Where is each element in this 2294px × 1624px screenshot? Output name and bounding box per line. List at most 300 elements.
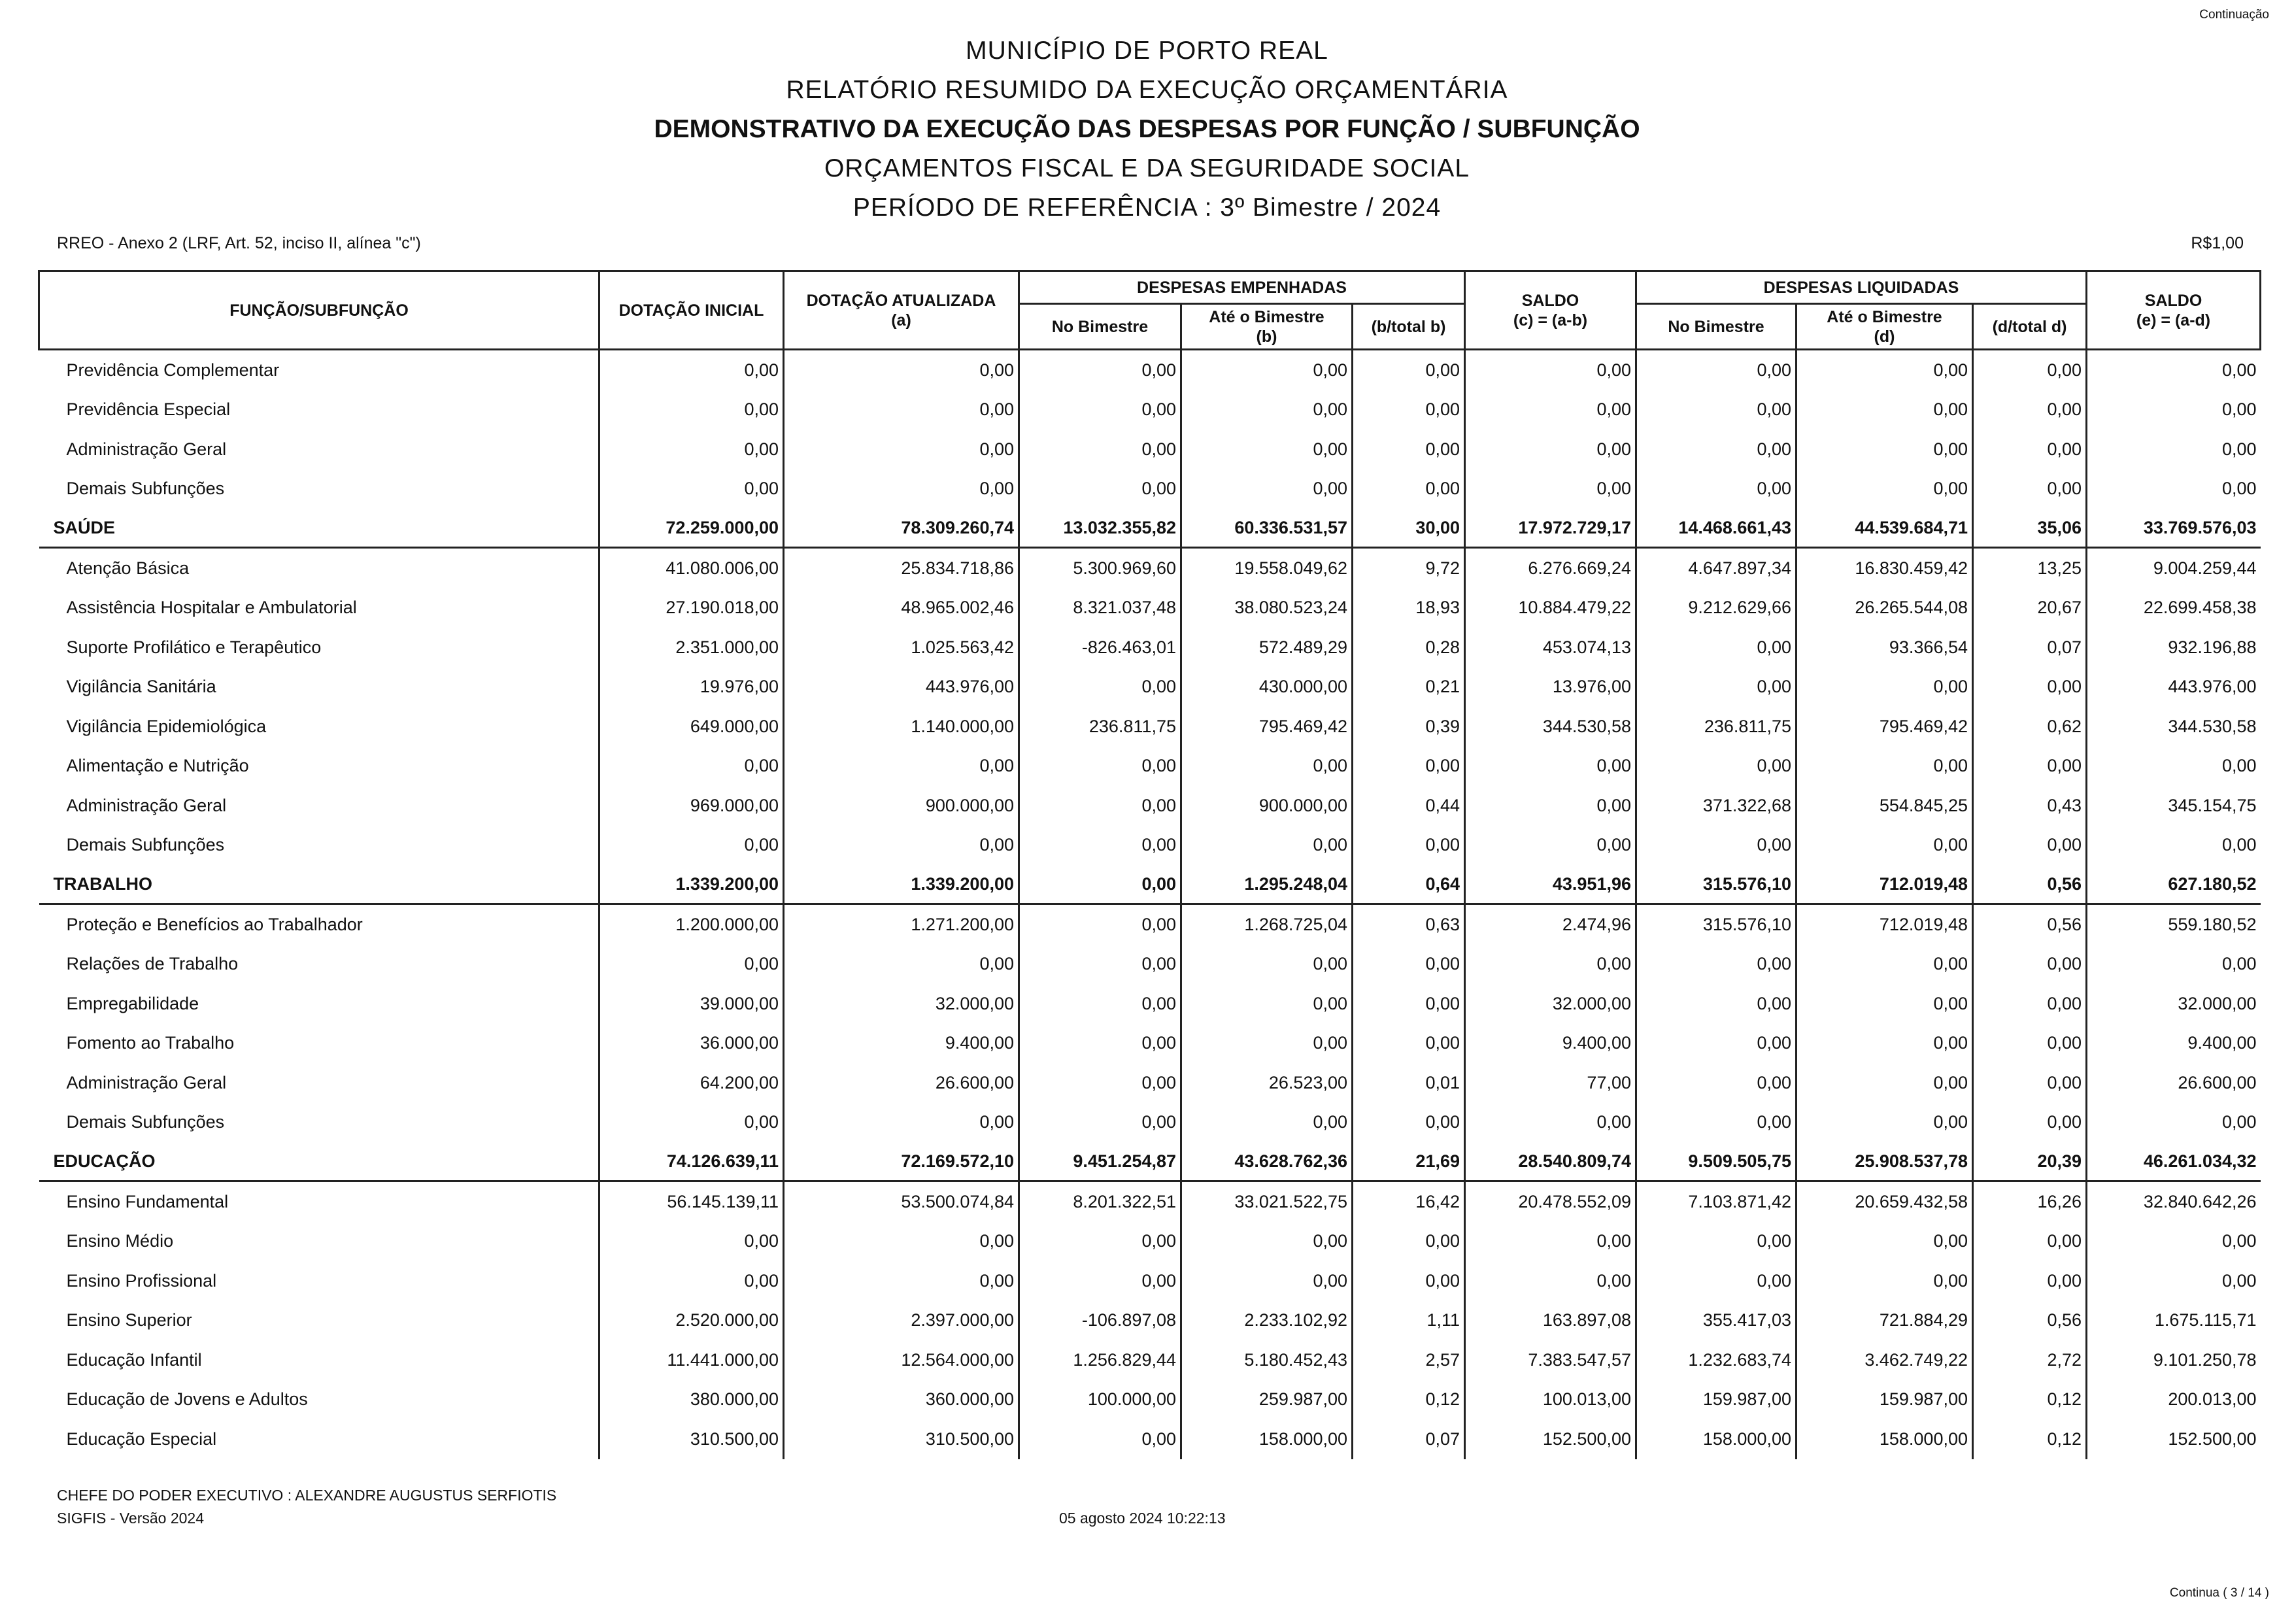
subfunction-row (39, 350, 2261, 390)
value-cell: 0,00 (1019, 945, 1181, 985)
value-cell: 627.180,52 (2087, 865, 2261, 904)
value-cell: 16,26 (1973, 1181, 2087, 1222)
value-cell: 932.196,88 (2087, 628, 2261, 668)
row-label: Ensino Fundamental (66, 1191, 229, 1211)
subfunction-row (39, 548, 2261, 588)
value-cell: 0,00 (784, 1103, 1019, 1143)
value-cell: 0,00 (2087, 945, 2261, 985)
value-cell: 0,00 (1796, 1261, 1973, 1301)
value-cell: 9,72 (1353, 548, 1465, 588)
value-cell: 380.000,00 (599, 1380, 784, 1420)
value-cell: 0,00 (1353, 984, 1465, 1024)
value-cell: 2.474,96 (1465, 904, 1636, 945)
report-title: RELATÓRIO RESUMIDO DA EXECUÇÃO ORÇAMENTÁRIA (786, 76, 1508, 104)
value-cell: 0,00 (599, 747, 784, 787)
row-label: Alimentação e Nutrição (66, 756, 249, 776)
value-cell: 795.469,42 (1796, 707, 1973, 747)
value-cell: 430.000,00 (1181, 668, 1353, 707)
value-cell: 0,00 (1636, 1024, 1796, 1064)
value-cell: 721.884,29 (1796, 1301, 1973, 1341)
value-cell: 0,00 (1019, 747, 1181, 787)
col-saldo-e-label: SALDO (2144, 291, 2202, 310)
value-cell: 72.259.000,00 (599, 509, 784, 548)
value-cell: 60.336.531,57 (1181, 509, 1353, 548)
col-liq-ate-bimestre (1796, 304, 1973, 350)
value-cell: 0,00 (1019, 984, 1181, 1024)
value-cell: 1.675.115,71 (2087, 1301, 2261, 1341)
value-cell: 0,00 (1973, 390, 2087, 430)
value-cell: 0,00 (1353, 1261, 1465, 1301)
col-funcao: FUNÇÃO/SUBFUNÇÃO (39, 271, 599, 350)
value-cell: 0,00 (599, 1222, 784, 1262)
value-cell: 16.830.459,42 (1796, 548, 1973, 588)
value-cell: 158.000,00 (1181, 1419, 1353, 1459)
value-cell: 0,00 (1636, 350, 1796, 390)
value-cell: 453.074,13 (1465, 628, 1636, 668)
value-cell: 0,00 (784, 469, 1019, 509)
value-cell: 0,00 (1636, 945, 1796, 985)
value-cell: 0,00 (2087, 390, 2261, 430)
value-cell: 0,12 (1973, 1419, 2087, 1459)
col-saldo-e-sub: (e) = (a-d) (2136, 311, 2211, 330)
value-cell: 0,00 (1181, 1103, 1353, 1143)
annex-reference: RREO - Anexo 2 (LRF, Art. 52, inciso II, alínea "c") (57, 234, 421, 252)
value-cell: 64.200,00 (599, 1063, 784, 1103)
value-cell: 0,00 (1973, 826, 2087, 866)
value-cell: 344.530,58 (2087, 707, 2261, 747)
value-cell: 0,00 (1019, 1261, 1181, 1301)
row-label: Assistência Hospitalar e Ambulatorial (66, 598, 357, 618)
row-label: Previdência Complementar (66, 360, 280, 380)
value-cell: 0,00 (1796, 1103, 1973, 1143)
value-cell: 32.000,00 (784, 984, 1019, 1024)
value-cell: 0,00 (599, 1103, 784, 1143)
value-cell: 25.908.537,78 (1796, 1142, 1973, 1181)
value-cell: 26.265.544,08 (1796, 588, 1973, 628)
value-cell: 11.441.000,00 (599, 1340, 784, 1380)
value-cell: 20.478.552,09 (1465, 1181, 1636, 1222)
value-cell: 53.500.074,84 (784, 1181, 1019, 1222)
subfunction-row (39, 826, 2261, 866)
col-dotacao-atualizada-sub: (a) (891, 311, 911, 330)
subfunction-row (39, 430, 2261, 469)
budget-title: ORÇAMENTOS FISCAL E DA SEGURIDADE SOCIAL (824, 154, 1470, 182)
value-cell: 259.987,00 (1181, 1380, 1353, 1420)
value-cell: 0,00 (2087, 430, 2261, 469)
value-cell: 200.013,00 (2087, 1380, 2261, 1420)
value-cell: 0,00 (2087, 1103, 2261, 1143)
value-cell: 72.169.572,10 (784, 1142, 1019, 1181)
value-cell: 344.530,58 (1465, 707, 1636, 747)
value-cell: 0,00 (1019, 904, 1181, 945)
value-cell: 0,00 (2087, 1222, 2261, 1262)
value-cell: 46.261.034,32 (2087, 1142, 2261, 1181)
value-cell: 371.322,68 (1636, 786, 1796, 826)
row-label: Previdência Especial (66, 399, 231, 420)
value-cell: 32.000,00 (2087, 984, 2261, 1024)
value-cell: 0,00 (1019, 350, 1181, 390)
value-cell: 0,00 (599, 469, 784, 509)
value-cell: 0,12 (1353, 1380, 1465, 1420)
value-cell: 0,00 (1181, 747, 1353, 787)
value-cell: 0,00 (1181, 350, 1353, 390)
value-cell: 10.884.479,22 (1465, 588, 1636, 628)
value-cell: 0,43 (1973, 786, 2087, 826)
function-row (39, 1142, 2261, 1181)
value-cell: 7.383.547,57 (1465, 1340, 1636, 1380)
value-cell: 1.339.200,00 (599, 865, 784, 904)
value-cell: 21,69 (1353, 1142, 1465, 1181)
value-cell: 19.558.049,62 (1181, 548, 1353, 588)
value-cell: 7.103.871,42 (1636, 1181, 1796, 1222)
value-cell: 3.462.749,22 (1796, 1340, 1973, 1380)
expenses-table (38, 270, 2261, 1459)
col-saldo-c-label: SALDO (1521, 291, 1579, 310)
value-cell: 20,39 (1973, 1142, 2087, 1181)
row-label: Atenção Básica (66, 558, 190, 578)
value-cell: 0,12 (1973, 1380, 2087, 1420)
value-cell: 0,00 (784, 350, 1019, 390)
col-liq-no-bimestre: No Bimestre (1636, 304, 1796, 350)
value-cell: 158.000,00 (1636, 1419, 1796, 1459)
value-cell: 44.539.684,71 (1796, 509, 1973, 548)
value-cell: 0,00 (1353, 1222, 1465, 1262)
value-cell: 152.500,00 (1465, 1419, 1636, 1459)
value-cell: 0,00 (784, 390, 1019, 430)
value-cell: 163.897,08 (1465, 1301, 1636, 1341)
value-cell: 0,07 (1353, 1419, 1465, 1459)
value-cell: 6.276.669,24 (1465, 548, 1636, 588)
subfunction-row (39, 1063, 2261, 1103)
subfunction-row (39, 588, 2261, 628)
value-cell: 1.140.000,00 (784, 707, 1019, 747)
row-label: Ensino Médio (66, 1231, 174, 1251)
value-cell: 0,00 (1636, 1103, 1796, 1143)
row-label: Suporte Profilático e Terapêutico (66, 637, 322, 657)
subfunction-row (39, 1261, 2261, 1301)
value-cell: 712.019,48 (1796, 865, 1973, 904)
continuation-label: Continuação (2199, 8, 2269, 22)
value-cell: 12.564.000,00 (784, 1340, 1019, 1380)
value-cell: 0,00 (1353, 350, 1465, 390)
value-cell: 0,00 (2087, 747, 2261, 787)
subfunction-row (39, 1181, 2261, 1222)
subfunction-row (39, 1103, 2261, 1143)
value-cell: 2.351.000,00 (599, 628, 784, 668)
value-cell: 0,00 (1796, 350, 1973, 390)
value-cell: 0,00 (1019, 1063, 1181, 1103)
value-cell: 310.500,00 (599, 1419, 784, 1459)
value-cell: 8.201.322,51 (1019, 1181, 1181, 1222)
value-cell: 1.025.563,42 (784, 628, 1019, 668)
value-cell: -106.897,08 (1019, 1301, 1181, 1341)
col-emp-pct: (b/total b) (1353, 304, 1465, 350)
value-cell: 0,00 (1181, 430, 1353, 469)
value-cell: 0,00 (2087, 350, 2261, 390)
value-cell: 16,42 (1353, 1181, 1465, 1222)
value-cell: 26.600,00 (2087, 1063, 2261, 1103)
value-cell: 1.268.725,04 (1181, 904, 1353, 945)
col-emp-no-bimestre: No Bimestre (1019, 304, 1181, 350)
value-cell: 32.840.642,26 (2087, 1181, 2261, 1222)
value-cell: 0,64 (1353, 865, 1465, 904)
value-cell: 0,00 (1796, 469, 1973, 509)
value-cell: 0,00 (1019, 668, 1181, 707)
value-cell: 0,00 (599, 945, 784, 985)
value-cell: 0,28 (1353, 628, 1465, 668)
value-cell: 0,00 (1796, 390, 1973, 430)
value-cell: 5.180.452,43 (1181, 1340, 1353, 1380)
col-liq-ate-bimestre-label: Até o Bimestre (1827, 307, 1942, 326)
value-cell: 0,00 (1019, 786, 1181, 826)
value-cell: 74.126.639,11 (599, 1142, 784, 1181)
row-label: Proteção e Benefícios ao Trabalhador (66, 914, 363, 934)
col-saldo-c-sub: (c) = (a-b) (1513, 311, 1588, 330)
value-cell: 4.647.897,34 (1636, 548, 1796, 588)
row-label: SAÚDE (39, 509, 599, 548)
value-cell: 38.080.523,24 (1181, 588, 1353, 628)
value-cell: 0,07 (1973, 628, 2087, 668)
value-cell: 13.032.355,82 (1019, 509, 1181, 548)
row-label: Ensino Profissional (66, 1270, 217, 1291)
value-cell: 43.951,96 (1465, 865, 1636, 904)
value-cell: 900.000,00 (1181, 786, 1353, 826)
value-cell: 20,67 (1973, 588, 2087, 628)
row-label: Administração Geral (66, 439, 227, 459)
report-timestamp: 05 agosto 2024 10:22:13 (1059, 1510, 1226, 1527)
value-cell: 1,11 (1353, 1301, 1465, 1341)
value-cell: 0,00 (1796, 945, 1973, 985)
value-cell: 0,00 (1636, 1222, 1796, 1262)
value-cell: 9.004.259,44 (2087, 548, 2261, 588)
value-cell: 27.190.018,00 (599, 588, 784, 628)
row-label: Demais Subfunções (66, 835, 225, 855)
value-cell: 0,00 (1019, 390, 1181, 430)
subfunction-row (39, 1024, 2261, 1064)
municipality-title: MUNICÍPIO DE PORTO REAL (966, 37, 1328, 65)
value-cell: 0,00 (1973, 1222, 2087, 1262)
value-cell: 2.233.102,92 (1181, 1301, 1353, 1341)
value-cell: 0,00 (1973, 350, 2087, 390)
value-cell: 0,00 (1465, 390, 1636, 430)
subfunction-row (39, 1222, 2261, 1262)
value-cell: 39.000,00 (599, 984, 784, 1024)
col-liq-ate-bimestre-sub: (d) (1874, 327, 1895, 346)
value-cell: 0,00 (1465, 350, 1636, 390)
value-cell: 13.976,00 (1465, 668, 1636, 707)
col-emp-ate-bimestre-label: Até o Bimestre (1209, 307, 1324, 326)
table-body (39, 350, 2261, 1459)
value-cell: 9.451.254,87 (1019, 1142, 1181, 1181)
value-cell: -826.463,01 (1019, 628, 1181, 668)
subfunction-row (39, 747, 2261, 787)
value-cell: 0,00 (1636, 1261, 1796, 1301)
value-cell: 0,00 (784, 430, 1019, 469)
value-cell: 9.400,00 (784, 1024, 1019, 1064)
value-cell: 0,00 (1181, 1024, 1353, 1064)
value-cell: 443.976,00 (784, 668, 1019, 707)
col-dotacao-inicial: DOTAÇÃO INICIAL (599, 271, 784, 350)
value-cell: 0,00 (1465, 747, 1636, 787)
value-cell: 158.000,00 (1796, 1419, 1973, 1459)
page-counter: Continua ( 3 / 14 ) (2169, 1586, 2269, 1600)
value-cell: 0,00 (1636, 747, 1796, 787)
row-label: Vigilância Epidemiológica (66, 716, 267, 736)
value-cell: 0,01 (1353, 1063, 1465, 1103)
subfunction-row (39, 390, 2261, 430)
row-label: Educação Especial (66, 1429, 217, 1449)
value-cell: 0,00 (1181, 826, 1353, 866)
value-cell: 0,00 (1973, 430, 2087, 469)
value-cell: 0,00 (784, 826, 1019, 866)
value-cell: 93.366,54 (1796, 628, 1973, 668)
value-cell: 0,00 (1973, 945, 2087, 985)
value-cell: 0,00 (1465, 430, 1636, 469)
value-cell: 0,00 (1636, 430, 1796, 469)
col-saldo-c (1465, 271, 1636, 350)
system-version: SIGFIS - Versão 2024 (57, 1510, 205, 1527)
value-cell: 649.000,00 (599, 707, 784, 747)
row-label: Educação Infantil (66, 1349, 202, 1370)
value-cell: 9.400,00 (2087, 1024, 2261, 1064)
value-cell: 30,00 (1353, 509, 1465, 548)
col-group-empenhadas: DESPESAS EMPENHADAS (1019, 271, 1465, 304)
value-cell: 26.523,00 (1181, 1063, 1353, 1103)
value-cell: 345.154,75 (2087, 786, 2261, 826)
value-cell: 35,06 (1973, 509, 2087, 548)
value-cell: 1.339.200,00 (784, 865, 1019, 904)
value-cell: 0,00 (1353, 390, 1465, 430)
col-dotacao-atualizada (784, 271, 1019, 350)
value-cell: 0,00 (1353, 945, 1465, 985)
value-cell: 0,00 (1465, 826, 1636, 866)
value-cell: 32.000,00 (1465, 984, 1636, 1024)
value-cell: 0,00 (2087, 469, 2261, 509)
value-cell: 0,00 (1796, 668, 1973, 707)
value-cell: 26.600,00 (784, 1063, 1019, 1103)
value-cell: 0,00 (1796, 826, 1973, 866)
row-label: Administração Geral (66, 1072, 227, 1092)
value-cell: 0,00 (1353, 469, 1465, 509)
value-cell: 77,00 (1465, 1063, 1636, 1103)
value-cell: 0,00 (1796, 430, 1973, 469)
value-cell: 2,57 (1353, 1340, 1465, 1380)
value-cell: 0,00 (1181, 1261, 1353, 1301)
value-cell: 0,00 (1019, 1103, 1181, 1143)
value-cell: 712.019,48 (1796, 904, 1973, 945)
value-cell: 78.309.260,74 (784, 509, 1019, 548)
executive-chief: CHEFE DO PODER EXECUTIVO : ALEXANDRE AUGUSTUS SERFIOTIS (57, 1487, 557, 1504)
value-cell: 2.397.000,00 (784, 1301, 1019, 1341)
value-cell: 969.000,00 (599, 786, 784, 826)
value-cell: 159.987,00 (1636, 1380, 1796, 1420)
value-cell: 0,56 (1973, 1301, 2087, 1341)
value-cell: 0,00 (1796, 984, 1973, 1024)
value-cell: 0,00 (1019, 826, 1181, 866)
value-cell: 56.145.139,11 (599, 1181, 784, 1222)
subfunction-row (39, 707, 2261, 747)
value-cell: 0,00 (1465, 1261, 1636, 1301)
subfunction-row (39, 1419, 2261, 1459)
value-cell: 5.300.969,60 (1019, 548, 1181, 588)
col-liq-pct: (d/total d) (1973, 304, 2087, 350)
table-header (39, 271, 2261, 350)
value-cell: 0,00 (1796, 1222, 1973, 1262)
value-cell: 0,00 (1636, 390, 1796, 430)
value-cell: 0,00 (1353, 1024, 1465, 1064)
value-cell: 0,00 (2087, 1261, 2261, 1301)
value-cell: 0,00 (1465, 1222, 1636, 1262)
value-cell: 0,00 (1181, 390, 1353, 430)
value-cell: 9.212.629,66 (1636, 588, 1796, 628)
value-cell: 0,00 (1019, 1024, 1181, 1064)
value-cell: 1.295.248,04 (1181, 865, 1353, 904)
value-cell: 8.321.037,48 (1019, 588, 1181, 628)
value-cell: 48.965.002,46 (784, 588, 1019, 628)
subfunction-row (39, 628, 2261, 668)
subfunction-row (39, 1301, 2261, 1341)
value-cell: 13,25 (1973, 548, 2087, 588)
value-cell: 0,00 (1181, 469, 1353, 509)
value-cell: 0,00 (599, 1261, 784, 1301)
value-cell: 0,00 (1019, 1222, 1181, 1262)
value-cell: 19.976,00 (599, 668, 784, 707)
value-cell: 0,00 (599, 826, 784, 866)
value-cell: 315.576,10 (1636, 904, 1796, 945)
value-cell: 0,39 (1353, 707, 1465, 747)
value-cell: 236.811,75 (1019, 707, 1181, 747)
value-cell: 0,00 (1465, 945, 1636, 985)
value-cell: 0,00 (1636, 984, 1796, 1024)
row-label: Vigilância Sanitária (66, 677, 216, 697)
value-cell: 9.101.250,78 (2087, 1340, 2261, 1380)
value-cell: 0,00 (784, 1222, 1019, 1262)
value-cell: 0,00 (784, 747, 1019, 787)
value-cell: 0,00 (1796, 1024, 1973, 1064)
subfunction-row (39, 1380, 2261, 1420)
value-cell: 0,00 (599, 390, 784, 430)
row-label: Ensino Superior (66, 1310, 192, 1330)
subfunction-row (39, 668, 2261, 707)
value-cell: 0,00 (1465, 1103, 1636, 1143)
value-cell: 0,00 (1973, 1024, 2087, 1064)
value-cell: 554.845,25 (1796, 786, 1973, 826)
value-cell: 0,62 (1973, 707, 2087, 747)
value-cell: 9.509.505,75 (1636, 1142, 1796, 1181)
value-cell: 33.021.522,75 (1181, 1181, 1353, 1222)
value-cell: 0,00 (784, 945, 1019, 985)
subfunction-row (39, 469, 2261, 509)
value-cell: 572.489,29 (1181, 628, 1353, 668)
value-cell: 0,00 (1465, 469, 1636, 509)
value-cell: 795.469,42 (1181, 707, 1353, 747)
report-title-block (0, 31, 2294, 228)
subfunction-row (39, 945, 2261, 985)
value-cell: 1.256.829,44 (1019, 1340, 1181, 1380)
value-cell: 1.232.683,74 (1636, 1340, 1796, 1380)
value-cell: 0,00 (1019, 430, 1181, 469)
value-cell: 1.271.200,00 (784, 904, 1019, 945)
value-cell: 0,00 (1636, 826, 1796, 866)
value-cell: 20.659.432,58 (1796, 1181, 1973, 1222)
value-cell: 0,00 (599, 350, 784, 390)
subfunction-row (39, 904, 2261, 945)
value-cell: 1.200.000,00 (599, 904, 784, 945)
value-cell: 0,00 (1796, 747, 1973, 787)
value-cell: 0,21 (1353, 668, 1465, 707)
value-cell: 0,00 (1796, 1063, 1973, 1103)
value-cell: 0,00 (1973, 668, 2087, 707)
